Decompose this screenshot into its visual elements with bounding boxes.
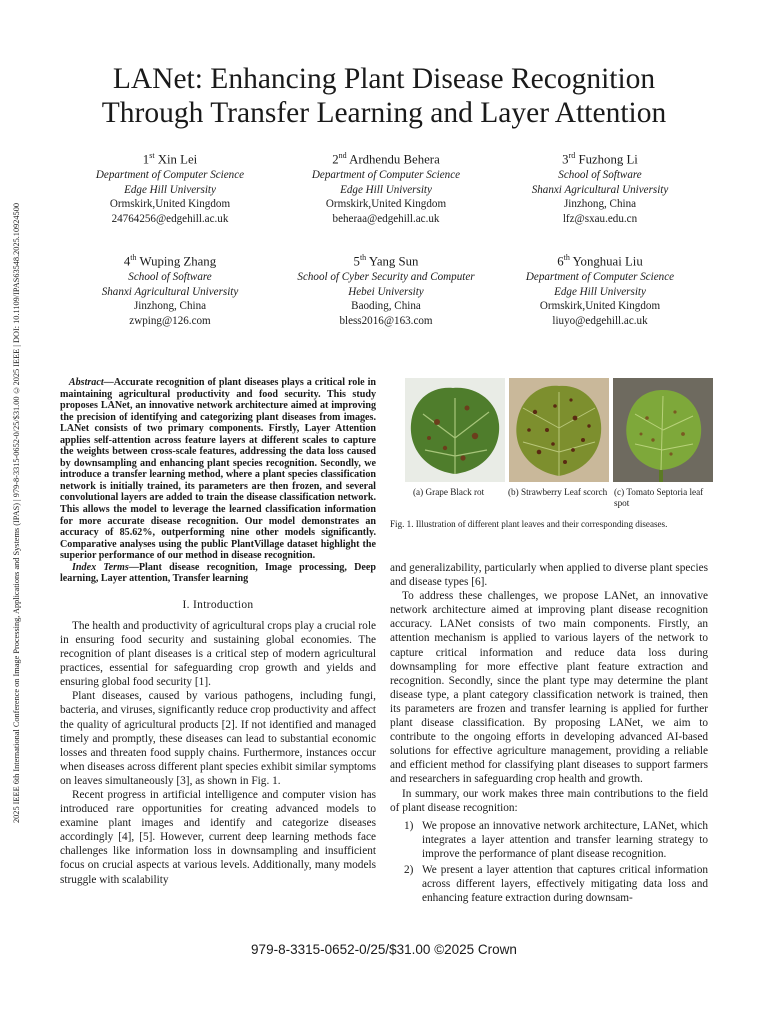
abstract-text: —Accurate recognition of plant diseases plays a critical role in maintaining agricultural productivity and food security. This study proposes LANet, an innovative network architecture aimed at improving the precision of identifying and categorizing plant diseases from images. LANet consists of two primary components. Firstly, Layer Attention applies self-attention across feature layers at different scales to capture the weights between cross-scale features, addressing the data loss caused by downsampling and enhancing plant species recognition. Secondly, we introduce a transfer learning method, where a plant species classification network is initially trained, its parameters are then frozen, and several convolutional layers are added to train the disease classification network. This allows the model to leverage the learned classification information for more accurate disease recognition. Our model demonstrates an accuracy of 85.62%, outperforming nine other models significantly. Comparative analyses using the public PlantVillage dataset highlight the superior performance of our method in disease recognition. [60, 377, 376, 562]
author-dept: Department of Computer Science [525, 271, 675, 284]
author-email[interactable]: beheraa@edgehill.ac.uk [332, 213, 440, 226]
figure-caption: Fig. 1. Illustration of different plant leaves and their corresponding diseases. [390, 519, 668, 529]
list-item: 1) We propose an innovative network architecture, LANet, which integrates a layer attention and transfer learning strategy to improve the performance of plant disease recognition. [404, 819, 708, 860]
author-location: Jinzhong, China [563, 198, 637, 211]
intro-paragraph: Recent progress in artificial intelligence and computer vision has introduced rare opportunities for creating advanced models to examine plant images and identify and categorize diseases accordingly [4], [5]. However, current deep learning methods face challenges like information loss in downsampling and insufficient focus on crucial aspects at various levels. Additionally, many models struggle with scalability [60, 788, 376, 886]
author-dept: School of Software [558, 169, 642, 182]
index-terms [60, 562, 376, 585]
list-item: 2) We present a layer attention that captures critical information across different layers, effectively mitigating data loss and enhancing feature extraction during downsam- [404, 863, 708, 905]
author-6: 6th Yonghuai Liu Department of Computer Science Edge Hill University Ormskirk,United Kingdom liuyo@edgehill.ac.uk [490, 249, 710, 329]
author-email[interactable]: lfz@sxau.edu.cn [562, 213, 638, 226]
figure-1 [405, 378, 717, 482]
page-footer: 979-8-3315-0652-0/25/$31.00 ©2025 Crown [251, 942, 517, 957]
author-university: Shanxi Agricultural University [531, 183, 669, 196]
author-dept: School of Software [128, 271, 212, 284]
author-location: Ormskirk,United Kingdom [109, 198, 231, 211]
author-university: Edge Hill University [124, 183, 216, 196]
intro-paragraph: The health and productivity of agricultural crops play a crucial role in ensuring food security and sustaining global economies. The recognition of plant diseases is a critical step of modern agricultural practices, essential for safeguarding crop growth and yields and ensuring global food security [1]. [60, 619, 376, 689]
section-heading-introduction: I. Introduction [182, 598, 254, 611]
author-university: Shanxi Agricultural University [101, 285, 239, 298]
body-paragraph: and generalizability, particularly when applied to diverse plant species and disease types [6]. [390, 562, 708, 589]
author-dept: Department of Computer Science [95, 169, 245, 182]
contribution-list [390, 819, 708, 906]
author-2: 2nd Ardhendu Behera Department of Computer Science Edge Hill University Ormskirk,United Kingdom beheraa@edgehill.ac.uk [276, 147, 496, 227]
side-note-text: 2025 IEEE 6th International Conference on Image Processing, Applications and Systems (IPAS) | 979-8-3315-0652-0/25/$31.00 ©2025 IEEE | DOI: 10.1109/IPAS63548.2025.10924500 [12, 203, 21, 823]
body-paragraph: In summary, our work makes three main contributions to the field of plant disease recognition: [390, 787, 708, 814]
author-location: Baoding, China [351, 300, 421, 313]
author-location: Ormskirk,United Kingdom [325, 198, 447, 211]
subcaption-a: (a) Grape Black rot [413, 487, 485, 497]
body-paragraph: To address these challenges, we propose LANet, an innovative network architecture aimed at improving plant disease recognition accuracy. LANet consists of two main components. Firstly, an attention mechanism is applied to various layers of the network to capture critical information and reduce data loss during downsampling for more effective plant feature extraction and recognition. Secondly, since the plant type may determine the plant disease type, a plant category classification network is trained, then its parameters are frozen and transfer learning is applied for further plant disease classification. By proposing LANet, we aim to contribute to the ongoing efforts in developing advanced AI-based solutions for effective agriculture management, providing a reliable and efficient method for classifying plant diseases to support farmers and researchers in safeguarding crop health and growth. [390, 590, 708, 786]
abstract-label: Abstract [68, 377, 104, 388]
author-email[interactable]: liuyo@edgehill.ac.uk [552, 315, 648, 328]
author-location: Ormskirk,United Kingdom [539, 300, 661, 313]
side-note [10, 128, 24, 898]
intro-paragraph: Plant diseases, caused by various pathogens, including fungi, bacteria, and viruses, significantly reduce crop productivity and affect the quality of agricultural products [2]. If not identified and managed timely and promptly, these diseases can lead to substantial economic losses and threaten food supply chains. Furthermore, instances occur when diseases across different plant species exhibit similar symptoms on leaves simultaneously [3], as shown in Fig. 1. [60, 690, 376, 787]
author-location: Jinzhong, China [133, 300, 207, 313]
author-5: 5th Yang Sun School of Cyber Security and Computer Hebei University Baoding, China bless2016@163.com [270, 249, 502, 329]
author-university: Edge Hill University [340, 183, 432, 196]
tomato-leaf-image [613, 378, 713, 482]
author-4: 4th Wuping Zhang School of Software Shanxi Agricultural University Jinzhong, China zwping@126.com [60, 249, 280, 329]
grape-leaf-image [405, 378, 505, 482]
author-email[interactable]: zwping@126.com [129, 315, 211, 328]
index-terms-label: Index Terms [72, 561, 129, 573]
title-line-1: LANet: Enhancing Plant Disease Recognition [112, 63, 656, 95]
subcaption-b: (b) Strawberry Leaf scorch [508, 487, 608, 497]
subcaption-c: (c) Tomato Septoria leaf spot [614, 487, 704, 508]
author-dept: Department of Computer Science [311, 169, 461, 182]
paper-title [60, 62, 708, 130]
author-university: Edge Hill University [554, 285, 646, 298]
author-1: 1st Xin Lei Department of Computer Science Edge Hill University Ormskirk,United Kingdom 24764256@edgehill.ac.uk [60, 147, 280, 227]
author-email[interactable]: bless2016@163.com [339, 315, 433, 328]
right-column [390, 561, 708, 907]
abstract [60, 377, 376, 562]
author-dept: School of Cyber Security and Computer [297, 271, 475, 284]
strawberry-leaf-image [509, 378, 609, 482]
title-line-2: Through Transfer Learning and Layer Attention [101, 97, 667, 129]
index-terms-text: —Plant disease recognition, Image processing, Deep learning, Layer attention, Transfer learning [60, 561, 376, 585]
author-email[interactable]: 24764256@edgehill.ac.uk [111, 213, 229, 226]
left-column [60, 377, 376, 887]
author-3: 3rd Fuzhong Li School of Software Shanxi Agricultural University Jinzhong, China lfz@sxau.edu.cn [490, 147, 710, 227]
author-university: Hebei University [348, 285, 424, 298]
